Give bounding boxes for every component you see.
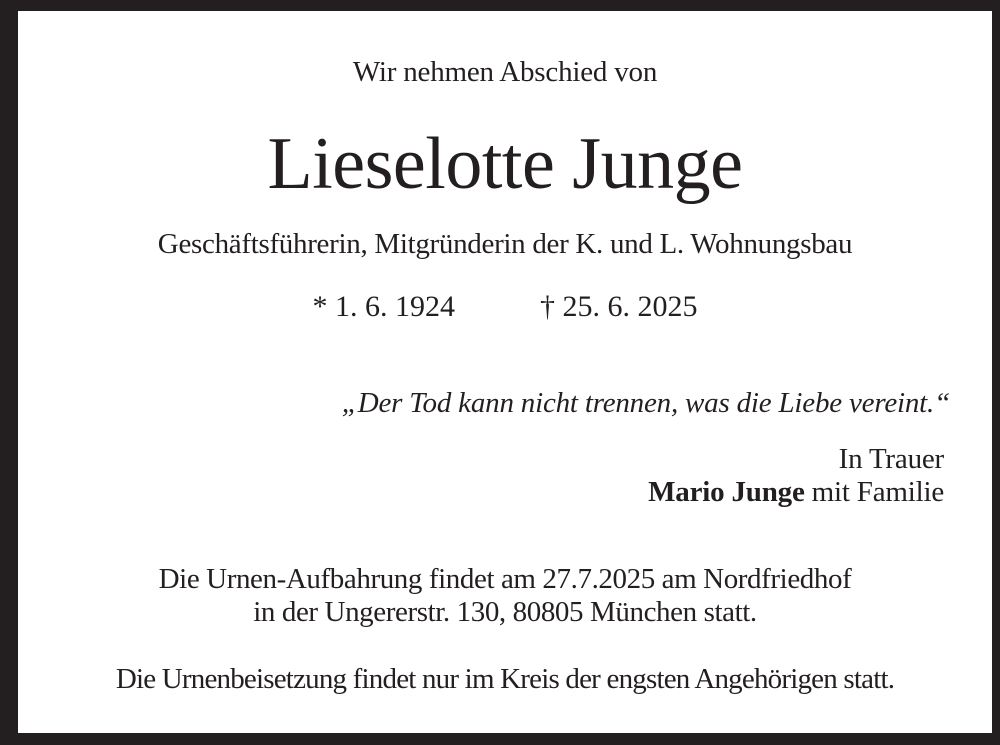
announcement-line-1: Die Urnen-Aufbahrung findet am 27.7.2025 am Nordfriedhof	[158, 563, 852, 595]
death-date: † 25. 6. 2025	[540, 290, 698, 323]
deceased-name: Lieselotte Junge	[267, 123, 743, 205]
memorial-quote: „Der Tod kann nicht trennen, was die Liebe vereint.“	[341, 387, 950, 419]
mourner-name: Mario Junge	[648, 476, 805, 508]
mourner-line	[648, 476, 944, 509]
urn-viewing-announcement	[18, 563, 992, 629]
farewell-intro-text: Wir nehmen Abschied von	[352, 56, 658, 88]
mourning-label: In Trauer	[838, 443, 944, 475]
birth-date: * 1. 6. 1924	[312, 290, 455, 323]
burial-notice-text: Die Urnenbeisetzung findet nur im Kreis der engsten Angehörigen statt.	[115, 663, 895, 695]
mourners-block	[648, 443, 944, 509]
deceased-role-text: Geschäftsführerin, Mitgründerin der K. und L. Wohnungsbau	[157, 228, 853, 260]
life-dates	[18, 292, 992, 322]
mourner-family-suffix: mit Familie	[804, 476, 944, 508]
announcement-line-2: in der Ungererstr. 130, 80805 München statt.	[253, 596, 757, 628]
